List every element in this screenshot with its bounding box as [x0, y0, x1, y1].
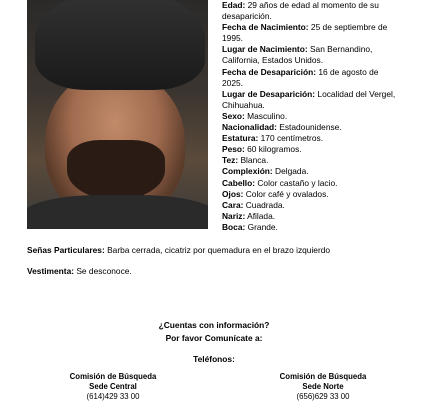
contact-question: ¿Cuentas con información? [158, 320, 270, 330]
contact-right-site: Sede Norte [302, 382, 344, 391]
detail-fecha-desaparicion-cont: 2025. [222, 77, 243, 88]
detail-fecha-nacimiento: Fecha de Nacimiento: 25 de septiembre de [222, 22, 388, 33]
contact-right-phone[interactable]: (656)629 33 00 [296, 392, 350, 401]
vestimenta: Vestimenta: Se desconoce. [27, 266, 132, 276]
photo-shoulders [27, 195, 208, 229]
detail-fecha-desaparicion: Fecha de Desaparición: 16 de agosto de [222, 66, 379, 77]
contact-left-site: Sede Central [89, 382, 137, 391]
photo-cap [35, 0, 205, 90]
detail-lugar-desaparicion-cont: Chihuahua. [222, 99, 265, 110]
missing-person-photo [27, 0, 208, 229]
photo-beard [67, 140, 165, 200]
senas-particulares: Señas Particulares: Barba cerrada, cicatriz por quemadura en el brazo izquierdo [27, 245, 331, 255]
detail-cabello: Cabello: Color castaño y lacio. [222, 177, 338, 188]
contact-left-org: Comisión de Búsqueda [69, 372, 157, 381]
phones-label: Teléfonos: [193, 354, 235, 364]
detail-edad: Edad: 29 años de edad al momento de su [222, 0, 379, 10]
detail-boca: Boca: Grande. [222, 221, 278, 232]
contact-left [28, 372, 198, 402]
detail-fecha-nacimiento-cont: 1995. [222, 33, 243, 44]
detail-nacionalidad: Nacionalidad: Estadounidense. [222, 122, 342, 133]
contact-right [238, 372, 408, 402]
detail-complexion: Complexión: Delgada. [222, 166, 309, 177]
detail-nariz: Nariz: Afilada. [222, 210, 276, 221]
detail-sexo: Sexo: Masculino. [222, 110, 288, 121]
detail-peso: Peso: 60 kilogramos. [222, 144, 302, 155]
contact-left-phone[interactable]: (614)429 33 00 [86, 392, 140, 401]
details-panel [222, 0, 422, 233]
detail-lugar-nacimiento-cont: California, Estados Unidos. [222, 55, 324, 66]
detail-cara: Cara: Cuadrada. [222, 199, 285, 210]
contact-right-org: Comisión de Búsqueda [279, 372, 367, 381]
detail-lugar-nacimiento: Lugar de Nacimiento: San Bernandino, [222, 44, 373, 55]
detail-estatura: Estatura: 170 centímetros. [222, 133, 324, 144]
detail-tez: Tez: Blanca. [222, 155, 269, 166]
detail-ojos: Ojos: Color café y ovalados. [222, 188, 329, 199]
detail-lugar-desaparicion: Lugar de Desaparición: Localidad del Vergel, [222, 88, 396, 99]
contact-prompt: Por favor Comunícate a: [165, 333, 263, 343]
detail-edad-cont: desaparición. [222, 11, 272, 22]
